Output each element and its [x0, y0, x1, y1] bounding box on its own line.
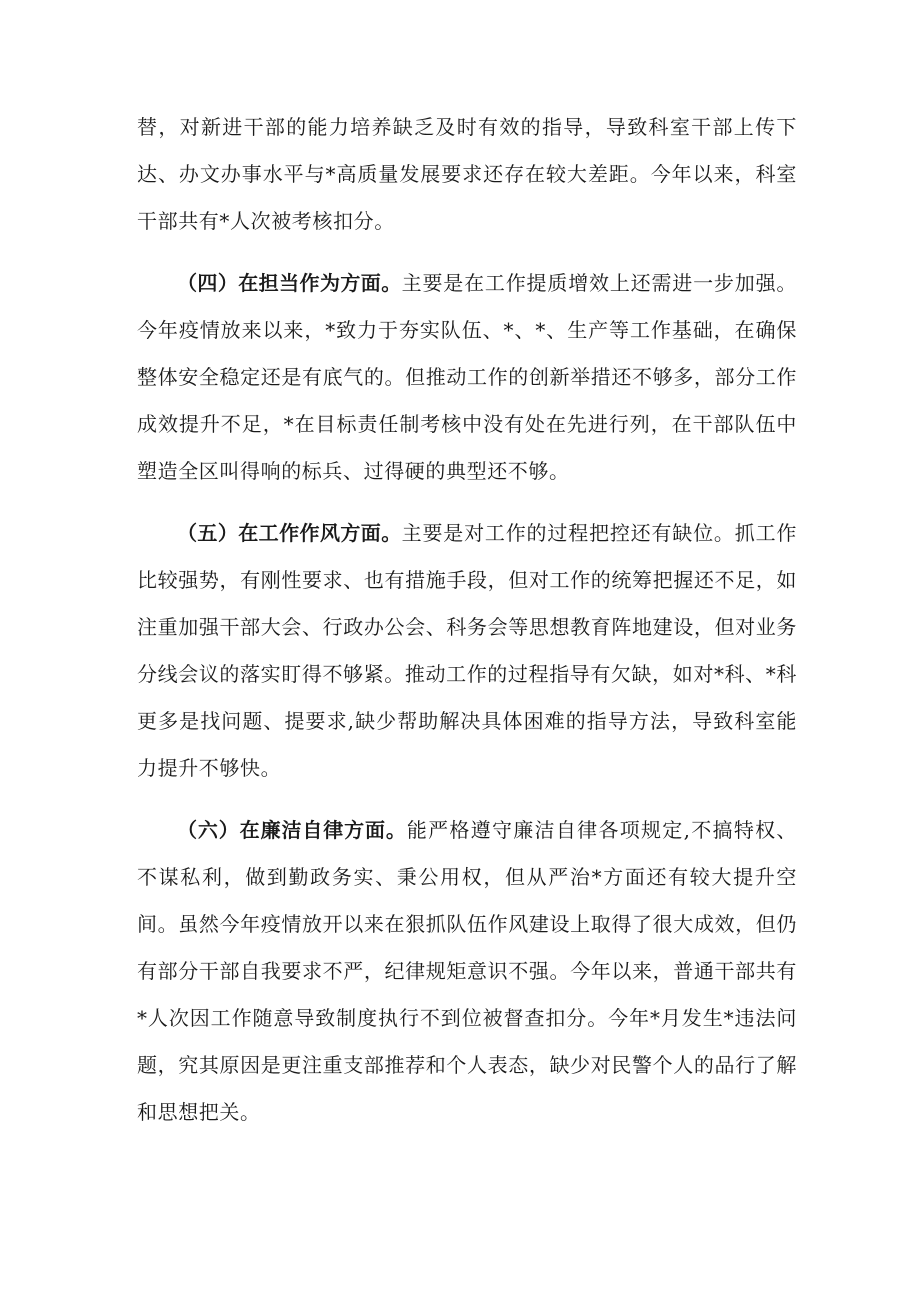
- paragraph-text: 主要是对工作的过程把控还有缺位。抓工作比较强势，有刚性要求、也有措施手段，但对工作的统筹把握还不足，如注重加强干部大会、行政办公会、科务会等思想教育阵地建设，但对业务分线会议的落实盯得不够紧。推动工作的过程指导有欠缺，如对*科、*科更多是找问题、提要求,缺少帮助解决具体困难的指导方法，导致科室能力提升不够快。: [137, 521, 797, 780]
- section-heading-4: （四）在担当作为方面。: [177, 271, 402, 295]
- document-body: [137, 104, 797, 1136]
- paragraph-text: 主要是在工作提质增效上还需进一步加强。今年疫情放来以来，*致力于夯实队伍、*、*、生产等工作基础，在确保整体安全稳定还是有底气的。但推动工作的创新举措还不够多，部分工作成效提升不足，*在目标责任制考核中没有处在先进行列，在干部队伍中塑造全区叫得响的标兵、过得硬的典型还不够。: [137, 271, 797, 483]
- paragraph-gap: [137, 495, 797, 510]
- paragraph-text: 能严格遵守廉洁自律各项规定,不搞特权、不谋私利，做到勤政务实、秉公用权，但从严治*方面还有较大提升空间。虽然今年疫情放开以来在狠抓队伍作风建设上取得了很大成效，但仍有部分干部自我要求不严，纪律规矩意识不强。今年以来，普通干部共有*人次因工作随意导致制度执行不到位被督查扣分。今年*月发生*违法问题，究其原因是更注重支部推荐和个人表态，缺少对民警个人的品行了解和思想把关。: [137, 818, 798, 1124]
- paragraph-section-5: [137, 510, 797, 792]
- section-heading-6: （六）在廉洁自律方面。: [177, 818, 407, 842]
- paragraph-section-6: [137, 807, 797, 1136]
- paragraph-section-4: [137, 260, 797, 495]
- paragraph-continuation: [137, 104, 797, 245]
- paragraph-text: 替，对新进干部的能力培养缺乏及时有效的指导，导致科室干部上传下达、办文办事水平与*高质量发展要求还存在较大差距。今年以来，科室干部共有*人次被考核扣分。: [137, 115, 797, 233]
- paragraph-gap: [137, 245, 797, 260]
- section-heading-5: （五）在工作作风方面。: [177, 521, 402, 545]
- paragraph-gap: [137, 792, 797, 807]
